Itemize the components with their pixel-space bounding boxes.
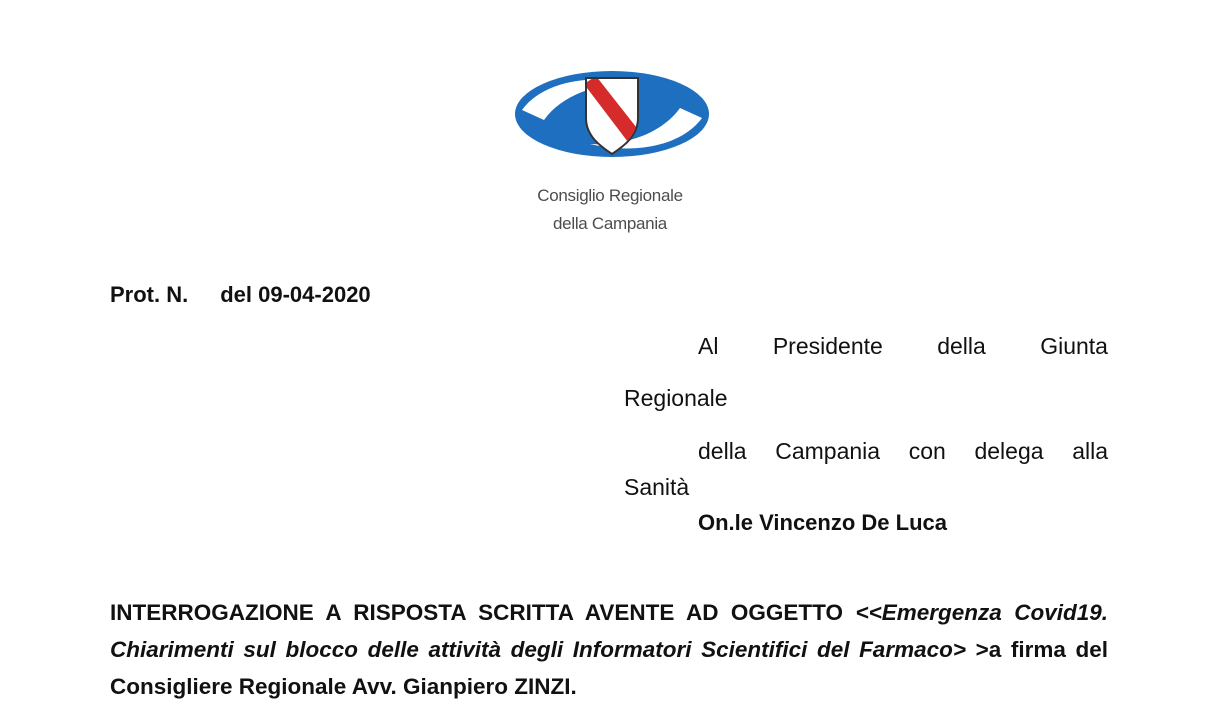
recipient-line-2: Regionale bbox=[624, 385, 728, 411]
recipient-line-4: Sanità bbox=[624, 474, 690, 500]
recipient-word: delega bbox=[974, 438, 1044, 464]
subject-intro: INTERROGAZIONE A RISPOSTA SCRITTA AVENTE AD OGGETTO bbox=[110, 600, 856, 625]
recipient-word: alla bbox=[1072, 438, 1108, 464]
protocol-line bbox=[110, 282, 371, 308]
recipient-word: Campania bbox=[775, 438, 881, 464]
subject-outro: >a firma del Consigliere Regionale Avv. Gianpiero ZINZI. bbox=[110, 637, 1108, 699]
consiglio-regionale-logo bbox=[514, 70, 710, 158]
recipient-word: Al bbox=[698, 333, 719, 359]
recipient-word: della bbox=[937, 333, 986, 359]
logo-name-line1: Consiglio Regionale bbox=[537, 186, 683, 205]
recipient-line-3 bbox=[698, 438, 1108, 465]
recipient-word: Giunta bbox=[1040, 333, 1108, 359]
protocol-date: del 09-04-2020 bbox=[220, 282, 371, 307]
subject-title: <<Emergenza Covid19. Chiarimenti sul blocco delle attività degli Informatori Scientifici del Farmaco> bbox=[110, 600, 1109, 662]
recipient-word: Presidente bbox=[772, 333, 883, 359]
recipient-line-1 bbox=[698, 333, 1108, 360]
logo-name-line2: della Campania bbox=[553, 214, 667, 233]
protocol-number-label: Prot. N. bbox=[110, 282, 189, 307]
recipient-word: con bbox=[908, 438, 946, 464]
recipient-word: della bbox=[698, 438, 747, 464]
recipient-name: On.le Vincenzo De Luca bbox=[698, 510, 947, 535]
subject-paragraph bbox=[110, 594, 1108, 705]
